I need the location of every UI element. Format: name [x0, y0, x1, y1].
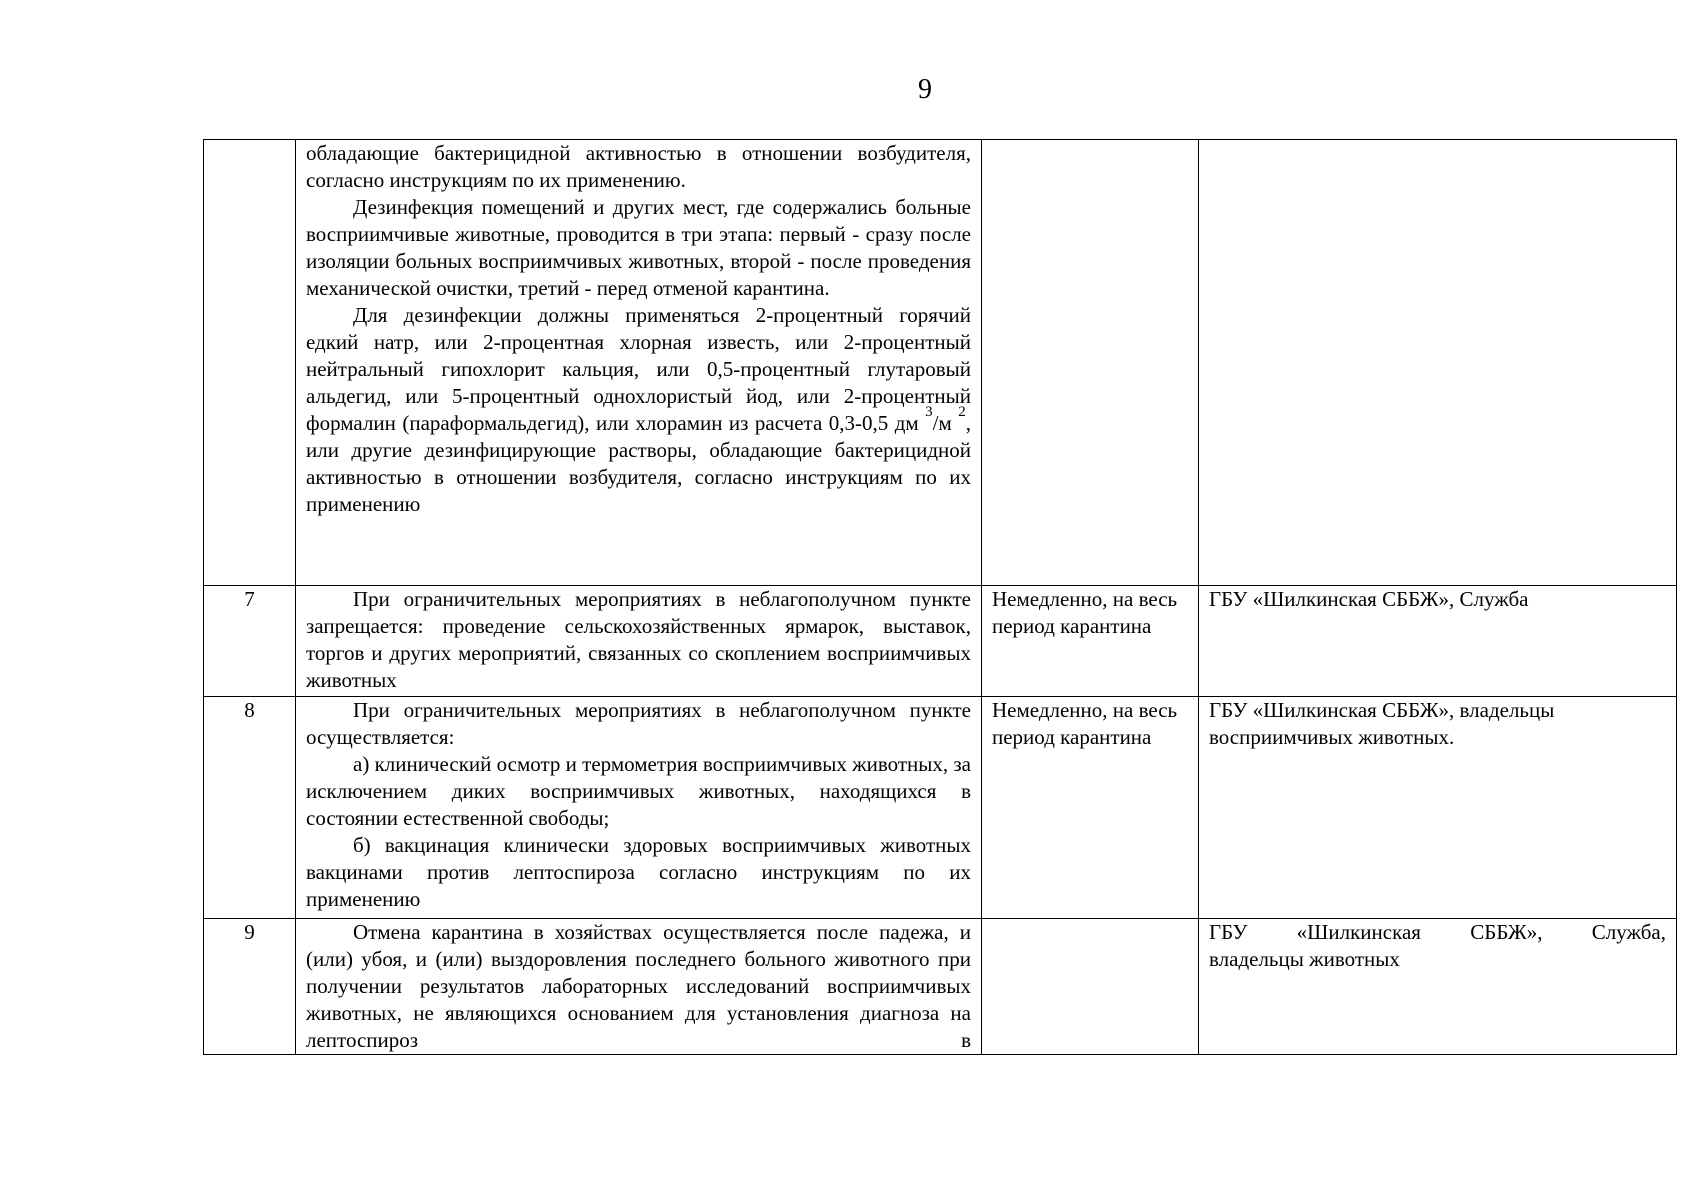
row-number: 9	[204, 919, 296, 1055]
paragraph: При ограничительных мероприятиях в неблагополучном пункте осуществляется:	[306, 698, 971, 749]
paragraph: Дезинфекция помещений и других мест, где содержались больные восприимчивые животные, проводится в три этапа: первый - сразу после изоляции больных восприимчивых животных, второй - после проведения механической очистки, третий - перед отменой карантина.	[306, 195, 971, 300]
term-cell: Немедленно, на весь период карантина	[982, 697, 1199, 919]
responsible-line: владельцы животных	[1209, 947, 1400, 971]
measure-text	[296, 697, 982, 919]
term-cell: Немедленно, на весь период карантина	[982, 586, 1199, 697]
responsible-cell: ГБУ «Шилкинская СББЖ», Служба	[1199, 586, 1677, 697]
paragraph: При ограничительных мероприятиях в неблагополучном пункте запрещается: проведение сельскохозяйственных ярмарок, выставок, торгов и других мероприятий, связанных со скоплением восприимчивых животных	[306, 587, 971, 692]
term-cell	[982, 919, 1199, 1055]
paragraph-part: /м	[932, 411, 952, 435]
measures-table	[203, 139, 1677, 1055]
superscript: 2	[958, 404, 966, 420]
row-number	[204, 140, 296, 586]
paragraph: обладающие бактерицидной активностью в отношении возбудителя, согласно инструкциям по их применению.	[306, 141, 971, 192]
paragraph-part: , или другие дезинфицирующие растворы, обладающие бактерицидной активностью в отношении возбудителя, согласно инструкциям по их применению	[306, 411, 972, 516]
measure-text	[296, 586, 982, 697]
paragraph: а) клинический осмотр и термометрия восприимчивых животных, за исключением диких восприимчивых животных, находящихся в состоянии естественной свободы;	[306, 752, 971, 830]
paragraph-part: Для дезинфекции должны применяться 2-процентный горячий едкий натр, или 2-процентная хлорная известь, или 2-процентный нейтральный гипохлорит кальция, или 0,5-процентный глутаровый альдегид, или 5-процентный однохлористый йод, или 2-процентный формалин (параформальдегид), или хлорамин из расчета 0,3-0,5 дм	[306, 303, 971, 435]
row-number: 8	[204, 697, 296, 919]
paragraph: Отмена карантина в хозяйствах осуществляется после падежа, и (или) убоя, и (или) выздоровления последнего больного животного при получении результатов лабораторных исследований восприимчивых животных, не являющихся основанием для установления диагноза на лептоспироз в	[306, 920, 971, 1052]
measure-text	[296, 919, 982, 1055]
paragraph	[306, 302, 971, 518]
superscript: 3	[925, 404, 933, 420]
page-number: 9	[918, 74, 932, 105]
responsible-cell: ГБУ «Шилкинская СББЖ», владельцы восприимчивых животных.	[1199, 697, 1677, 919]
paragraph: б) вакцинация клинически здоровых восприимчивых животных вакцинами против лептоспироза согласно инструкциям по их применению	[306, 833, 971, 911]
row-number: 7	[204, 586, 296, 697]
responsible-line: ГБУ «Шилкинская СББЖ», Служба,	[1209, 920, 1666, 944]
table-row	[204, 140, 1677, 586]
table-row	[204, 919, 1677, 1055]
table-row	[204, 697, 1677, 919]
responsible-cell	[1199, 140, 1677, 586]
measure-text	[296, 140, 982, 586]
responsible-cell	[1199, 919, 1677, 1055]
table-row	[204, 586, 1677, 697]
term-cell	[982, 140, 1199, 586]
